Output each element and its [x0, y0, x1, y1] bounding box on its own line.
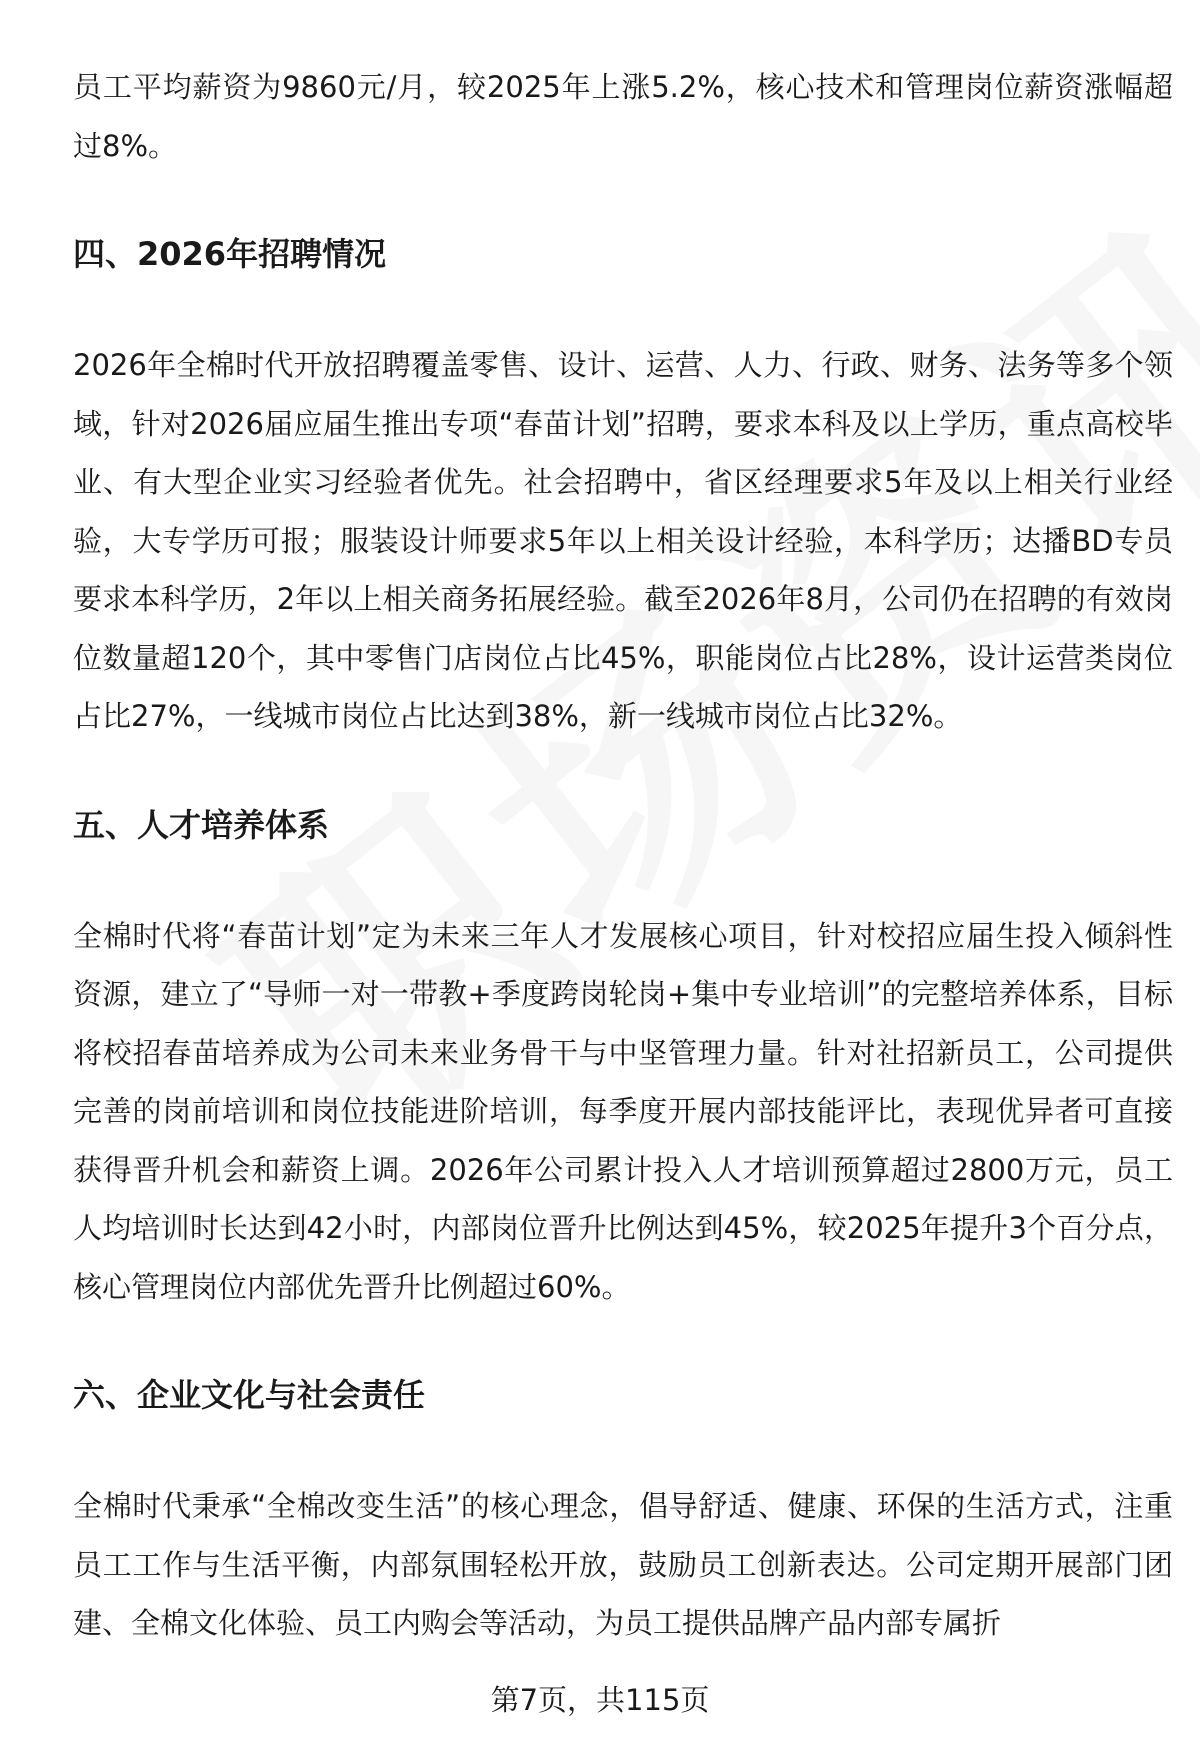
section-paragraph-talent-development: 全棉时代将“春苗计划”定为未来三年人才发展核心项目，针对校招应届生投入倾斜性资源，建立了“导师一对一带教+季度跨岗轮岗+集中专业培训”的完整培养体系，目标将校招春苗培养成为公司未来业务骨干与中坚管理力量。针对社招新员工，公司提供完善的岗前培训和岗位技能进阶培训，每季度开展内部技能评比，表现优异者可直接获得晋升机会和薪资上调。2026年公司累计投入人才培训预算超过2800万元，员工人均培训时长达到42小时，内部岗位晋升比例达到45%，较2025年提升3个百分点，核心管理岗位内部优先晋升比例超过60%。: [73, 918, 1173, 1304]
document-body: [73, 58, 1173, 1653]
section-paragraph-recruitment: 2026年全棉时代开放招聘覆盖零售、设计、运营、人力、行政、财务、法务等多个领域，针对2026届应届生推出专项“春苗计划”招聘，要求本科及以上学历，重点高校毕业、有大型企业实习经验者优先。社会招聘中，省区经理要求5年及以上相关行业经验，大专学历可报；服装设计师要求5年以上相关设计经验，本科学历；达播BD专员要求本科学历，2年以上相关商务拓展经验。截至2026年8月，公司仍在招聘的有效岗位数量超120个，其中零售门店岗位占比45%，职能岗位占比28%，设计运营类岗位占比27%，一线城市岗位占比达到38%，新一线城市岗位占比32%。: [73, 348, 1173, 733]
section-heading-recruitment: 四、2026年招聘情况: [73, 235, 387, 273]
section-paragraph-culture: 全棉时代秉承“全棉改变生活”的核心理念，倡导舒适、健康、环保的生活方式，注重员工工作与生活平衡，内部氛围轻松开放，鼓励员工创新表达。公司定期开展部门团建、全棉文化体验、员工内购会等活动，为员工提供品牌产品内部专属折: [73, 1489, 1173, 1640]
page-number: 第7页，共115页: [490, 1683, 710, 1717]
section-heading-talent-development: 五、人才培养体系: [73, 805, 330, 844]
section-heading-culture: 六、企业文化与社会责任: [73, 1376, 426, 1414]
intro-paragraph: 员工平均薪资为9860元/月，较2025年上涨5.2%，核心技术和管理岗位薪资涨幅超过8%。: [73, 70, 1173, 163]
